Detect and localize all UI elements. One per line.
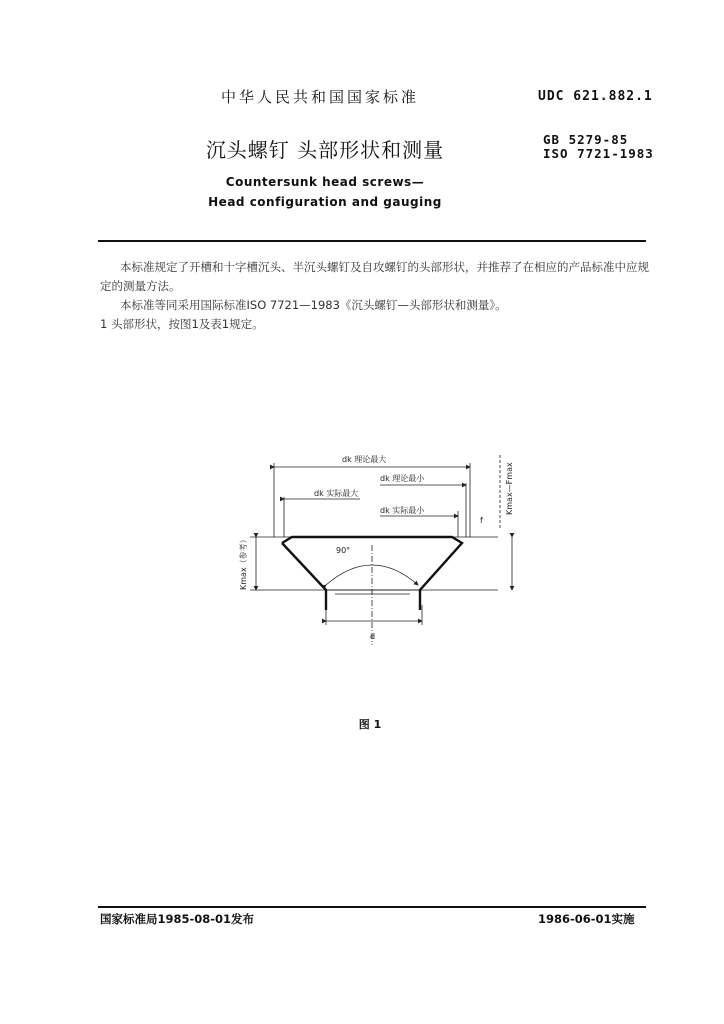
header-rule [98, 240, 646, 242]
clause-1: 1 头部形状，按图1及表1规定。 [100, 317, 264, 331]
label-dk-actual-min: dk 实际最小 [380, 506, 425, 515]
label-dk-theory-max: dk 理论最大 [342, 455, 387, 464]
figure-caption: 图 1 [358, 718, 382, 731]
udc-number: UDC 621.882.1 [538, 89, 653, 104]
standard-numbers [543, 133, 654, 161]
figure-1-drawing [230, 445, 530, 655]
label-f: f [480, 516, 483, 525]
gb-number: GB 5279-85 [543, 132, 629, 147]
iso-number: ISO 7721-1983 [543, 146, 654, 161]
document-title-cn: 沉头螺钉 头部形状和测量 [205, 138, 445, 162]
label-dk-actual-max: dk 实际最大 [314, 489, 359, 498]
label-kmax-ref: Kmax（参考） [239, 535, 248, 590]
label-angle: 90° [336, 546, 351, 555]
standard-org-title: 中华人民共和国国家标准 [220, 88, 419, 106]
document-title-en [170, 172, 480, 212]
label-kmax-fmax: Kmax—Fmax [505, 462, 514, 515]
intro-paragraph: 本标准规定了开槽和十字槽沉头、半沉头螺钉及自攻螺钉的头部形状，并推荐了在相应的产品标准中应规定的测量方法。 [100, 260, 649, 293]
footer-rule [98, 906, 646, 908]
adoption-paragraph: 本标准等同采用国际标准ISO 7721—1983《沉头螺钉—头部形状和测量》。 [120, 298, 507, 312]
title-en-line2: Head configuration and gauging [208, 195, 442, 209]
issue-date: 国家标准局1985-08-01发布 [100, 912, 255, 926]
label-dk-theory-min: dk 理论最小 [380, 474, 425, 483]
body-text [100, 258, 652, 334]
label-d: d [370, 632, 376, 641]
title-en-line1: Countersunk head screws— [225, 175, 425, 189]
effective-date: 1986-06-01实施 [538, 912, 635, 926]
